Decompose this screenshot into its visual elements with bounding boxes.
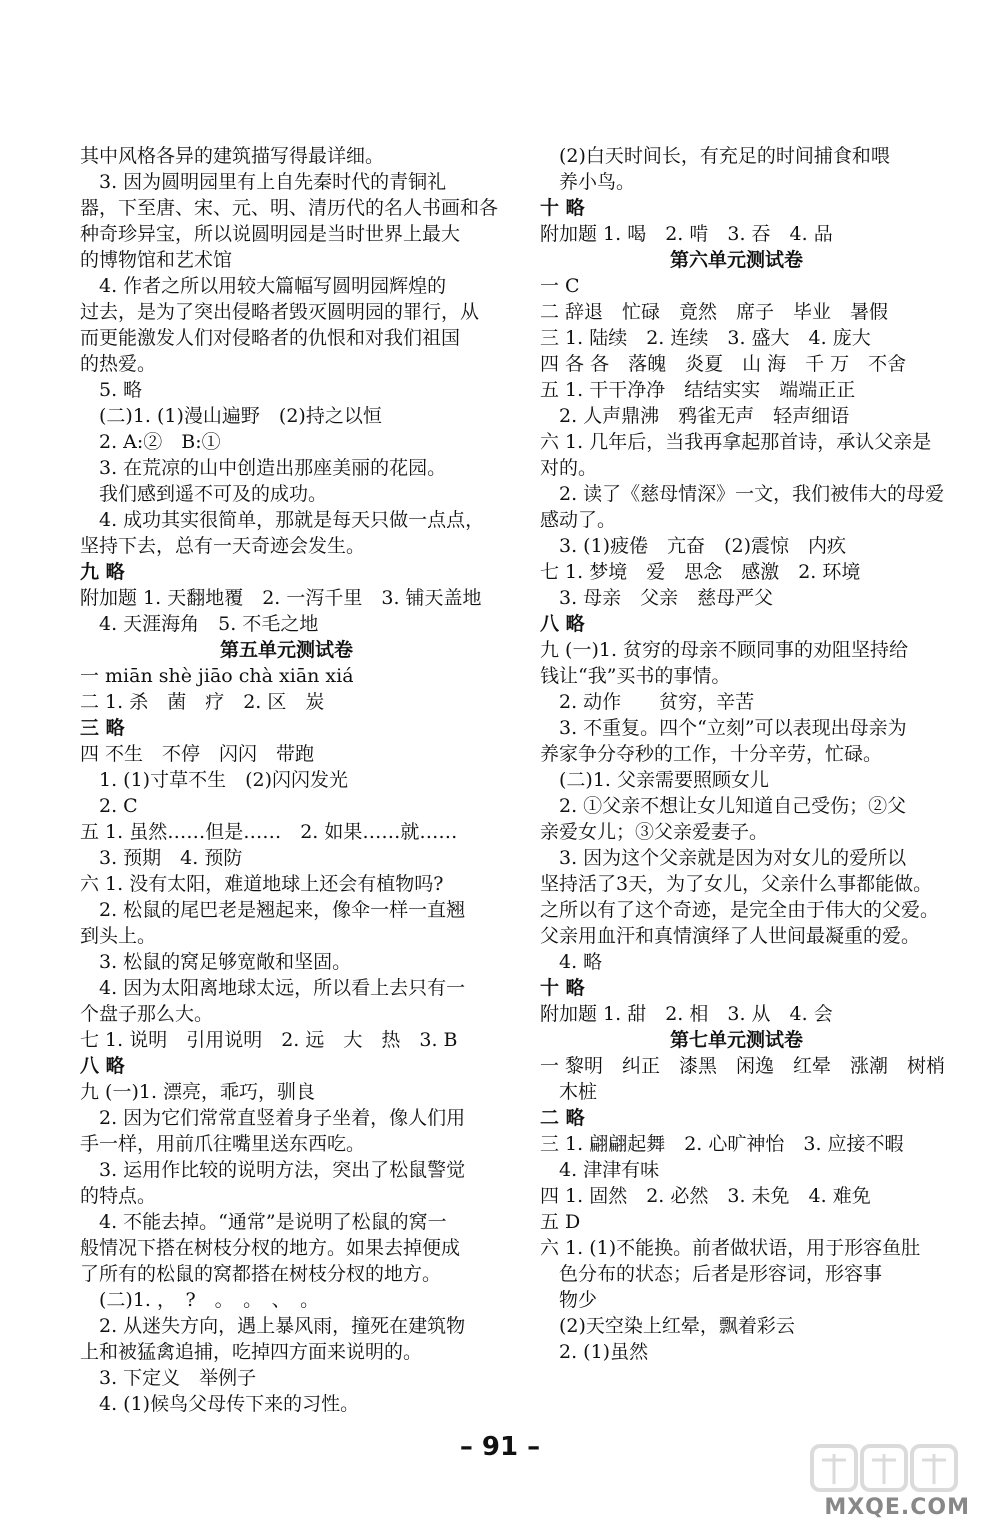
text-line: 五 1. 干干净净 结结实实 端端正正 bbox=[540, 379, 856, 401]
text-line: 4. 略 bbox=[540, 951, 603, 973]
text-line: 的博物馆和艺术馆 bbox=[80, 249, 233, 271]
text-line: 1. (1)寸草不生 (2)闪闪发光 bbox=[80, 769, 348, 791]
text-line: 的特点。 bbox=[80, 1185, 157, 1207]
text-line: 四 1. 固然 2. 必然 3. 未免 4. 难免 bbox=[540, 1185, 871, 1207]
text-line: 养家争分夺秒的工作，十分辛劳，忙碌。 bbox=[540, 743, 883, 765]
text-line: 2. A:② B:① bbox=[80, 431, 221, 453]
text-line: 3. 运用作比较的说明方法，突出了松鼠警觉 bbox=[80, 1159, 466, 1181]
section-heading: 二 略 bbox=[540, 1107, 585, 1129]
text-line: 六 1. 没有太阳，难道地球上还会有植物吗? bbox=[80, 873, 444, 895]
text-line: 四 不生 不停 闪闪 带跑 bbox=[80, 743, 315, 765]
text-line: 2. 松鼠的尾巴老是翘起来，像伞一样一直翘 bbox=[80, 899, 466, 921]
text-line: 的热爱。 bbox=[80, 353, 157, 375]
text-line: 3. 下定义 举例子 bbox=[80, 1367, 257, 1389]
text-line: 3. 预期 4. 预防 bbox=[80, 847, 243, 869]
text-line: 五 D bbox=[540, 1211, 581, 1233]
text-line: 上和被猛禽追捕，吃掉四方面来说明的。 bbox=[80, 1341, 423, 1363]
text-line: 3. 在荒凉的山中创造出那座美丽的花园。 bbox=[80, 457, 447, 479]
text-line: 父亲用血汗和真情演绎了人世间最凝重的爱。 bbox=[540, 925, 921, 947]
text-line: 坚持活了3天，为了女儿，父亲什么事都能做。 bbox=[540, 873, 933, 895]
text-line: 一 C bbox=[540, 275, 580, 297]
text-line: 4. 津津有味 bbox=[540, 1159, 660, 1181]
text-line: 3. 不重复。四个“立刻”可以表现出母亲为 bbox=[540, 717, 907, 739]
text-line: 一 miān shè jiāo chà xiān xiá bbox=[80, 665, 354, 687]
text-line: 4. 天涯海角 5. 不毛之地 bbox=[80, 613, 319, 635]
text-line: 4. 因为太阳离地球太远，所以看上去只有一 bbox=[80, 977, 466, 999]
text-line: 六 1. (1)不能换。前者做状语，用于形容鱼肚 bbox=[540, 1237, 921, 1259]
text-line: (2)天空染上红晕，飘着彩云 bbox=[540, 1315, 795, 1337]
text-line: 养小鸟。 bbox=[540, 171, 636, 193]
text-line: 2. C bbox=[80, 795, 138, 817]
text-line: 手一样，用前爪往嘴里送东西吃。 bbox=[80, 1133, 366, 1155]
text-line: 对的。 bbox=[540, 457, 598, 479]
unit-title: 第五单元测试卷 bbox=[220, 639, 354, 661]
text-line: 四 各 各 落魄 炎夏 山 海 千 万 不舍 bbox=[540, 353, 907, 375]
text-line: 个盘子那么大。 bbox=[80, 1003, 214, 1025]
unit-title: 第七单元测试卷 bbox=[670, 1029, 804, 1051]
text-line: 物少 bbox=[540, 1289, 598, 1311]
text-line: 二 辞退 忙碌 竟然 席子 毕业 暑假 bbox=[540, 301, 889, 323]
text-line: (二)1. 父亲需要照顾女儿 bbox=[540, 769, 769, 791]
text-line: 4. 作者之所以用较大篇幅写圆明园辉煌的 bbox=[80, 275, 447, 297]
text-line: 感动了。 bbox=[540, 509, 617, 531]
text-line: 2. ①父亲不想让女儿知道自己受伤；②父 bbox=[540, 795, 907, 817]
text-line: 2. 动作 贫穷，辛苦 bbox=[540, 691, 755, 713]
text-line: 三 1. 翩翩起舞 2. 心旷神怡 3. 应接不暇 bbox=[540, 1133, 904, 1155]
text-line: 七 1. 梦境 爱 思念 感激 2. 环境 bbox=[540, 561, 861, 583]
text-line: 过去，是为了突出侵略者毁灭圆明园的罪行，从 bbox=[80, 301, 480, 323]
text-line: 九 (一)1. 贫穷的母亲不顾同事的劝阻坚持给 bbox=[540, 639, 909, 661]
text-line: 3. (1)疲倦 亢奋 (2)震惊 内疚 bbox=[540, 535, 846, 557]
text-line: 3. 母亲 父亲 慈母严父 bbox=[540, 587, 774, 609]
text-line: 七 1. 说明 引用说明 2. 远 大 热 3. B bbox=[80, 1029, 458, 1051]
section-heading: 八 略 bbox=[540, 613, 585, 635]
text-line: (2)白天时间长，有充足的时间捕食和喂 bbox=[540, 145, 890, 167]
section-heading: 十 略 bbox=[540, 197, 585, 219]
text-line: 5. 略 bbox=[80, 379, 143, 401]
text-line: 3. 因为圆明园里有上自先秦时代的青铜礼 bbox=[80, 171, 447, 193]
text-line: 亲爱女儿；③父亲爱妻子。 bbox=[540, 821, 769, 843]
text-line: 一 黎明 纠正 漆黑 闲逸 红晕 涨潮 树梢 bbox=[540, 1055, 946, 1077]
text-line: 五 1. 虽然……但是…… 2. 如果……就…… bbox=[80, 821, 458, 843]
section-heading: 九 略 bbox=[80, 561, 125, 583]
text-line: 之所以有了这个奇迹，是完全由于伟大的父爱。 bbox=[540, 899, 940, 921]
text-line: 九 (一)1. 漂亮，乖巧，驯良 bbox=[80, 1081, 316, 1103]
text-line: 2. 读了《慈母情深》一文，我们被伟大的母爱 bbox=[540, 483, 945, 505]
section-heading: 八 略 bbox=[80, 1055, 125, 1077]
text-line: 了所有的松鼠的窝都搭在树枝分杈的地方。 bbox=[80, 1263, 442, 1285]
text-line: 色分布的状态；后者是形容词，形容事 bbox=[540, 1263, 883, 1285]
text-line: 4. 不能去掉。“通常”是说明了松鼠的窝一 bbox=[80, 1211, 447, 1233]
text-line: 木桩 bbox=[540, 1081, 598, 1103]
text-line: 三 1. 陆续 2. 连续 3. 盛大 4. 庞大 bbox=[540, 327, 871, 349]
section-heading: 十 略 bbox=[540, 977, 585, 999]
text-line: (二)1. (1)漫山遍野 (2)持之以恒 bbox=[80, 405, 382, 427]
text-line: 3. 因为这个父亲就是因为对女儿的爱所以 bbox=[540, 847, 907, 869]
text-line: 2. 从迷失方向，遇上暴风雨，撞死在建筑物 bbox=[80, 1315, 466, 1337]
watermark-text: MXQE.COM bbox=[824, 1495, 970, 1520]
text-line: 六 1. 几年后，当我再拿起那首诗，承认父亲是 bbox=[540, 431, 932, 453]
text-line: 2. 因为它们常常直竖着身子坐着，像人们用 bbox=[80, 1107, 466, 1129]
page-number: – 91 – bbox=[459, 1432, 541, 1462]
text-line: 而更能激发人们对侵略者的仇恨和对我们祖国 bbox=[80, 327, 461, 349]
text-line: 4. 成功其实很简单，那就是每天只做一点点， bbox=[80, 509, 485, 531]
text-line: 二 1. 杀 菌 疗 2. 区 炭 bbox=[80, 691, 325, 713]
text-line: 到头上。 bbox=[80, 925, 157, 947]
text-line: 其中风格各异的建筑描写得最详细。 bbox=[80, 145, 385, 167]
text-line: 我们感到遥不可及的成功。 bbox=[80, 483, 328, 505]
text-line: 坚持下去，总有一天奇迹会发生。 bbox=[80, 535, 366, 557]
text-line: 附加题 1. 喝 2. 啃 3. 吞 4. 品 bbox=[540, 223, 833, 245]
text-line: 附加题 1. 甜 2. 相 3. 从 4. 会 bbox=[540, 1003, 833, 1025]
section-heading: 三 略 bbox=[80, 717, 125, 739]
unit-title: 第六单元测试卷 bbox=[670, 249, 804, 271]
text-line: 2. (1)虽然 bbox=[540, 1341, 649, 1363]
text-line: 3. 松鼠的窝足够宽敞和坚固。 bbox=[80, 951, 352, 973]
text-line: (二)1. ， ? 。 。 、 。 bbox=[80, 1289, 320, 1311]
text-line: 器，下至唐、宋、元、明、清历代的名人书画和各 bbox=[80, 197, 499, 219]
text-line: 4. (1)候鸟父母传下来的习性。 bbox=[80, 1393, 360, 1415]
text-line: 种奇珍异宝，所以说圆明园是当时世界上最大 bbox=[80, 223, 461, 245]
text-line: 附加题 1. 天翻地覆 2. 一泻千里 3. 铺天盖地 bbox=[80, 587, 482, 609]
text-line: 钱让“我”买书的事情。 bbox=[540, 665, 731, 687]
text-line: 般情况下搭在树枝分杈的地方。如果去掉便成 bbox=[80, 1237, 461, 1259]
text-line: 2. 人声鼎沸 鸦雀无声 轻声细语 bbox=[540, 405, 850, 427]
